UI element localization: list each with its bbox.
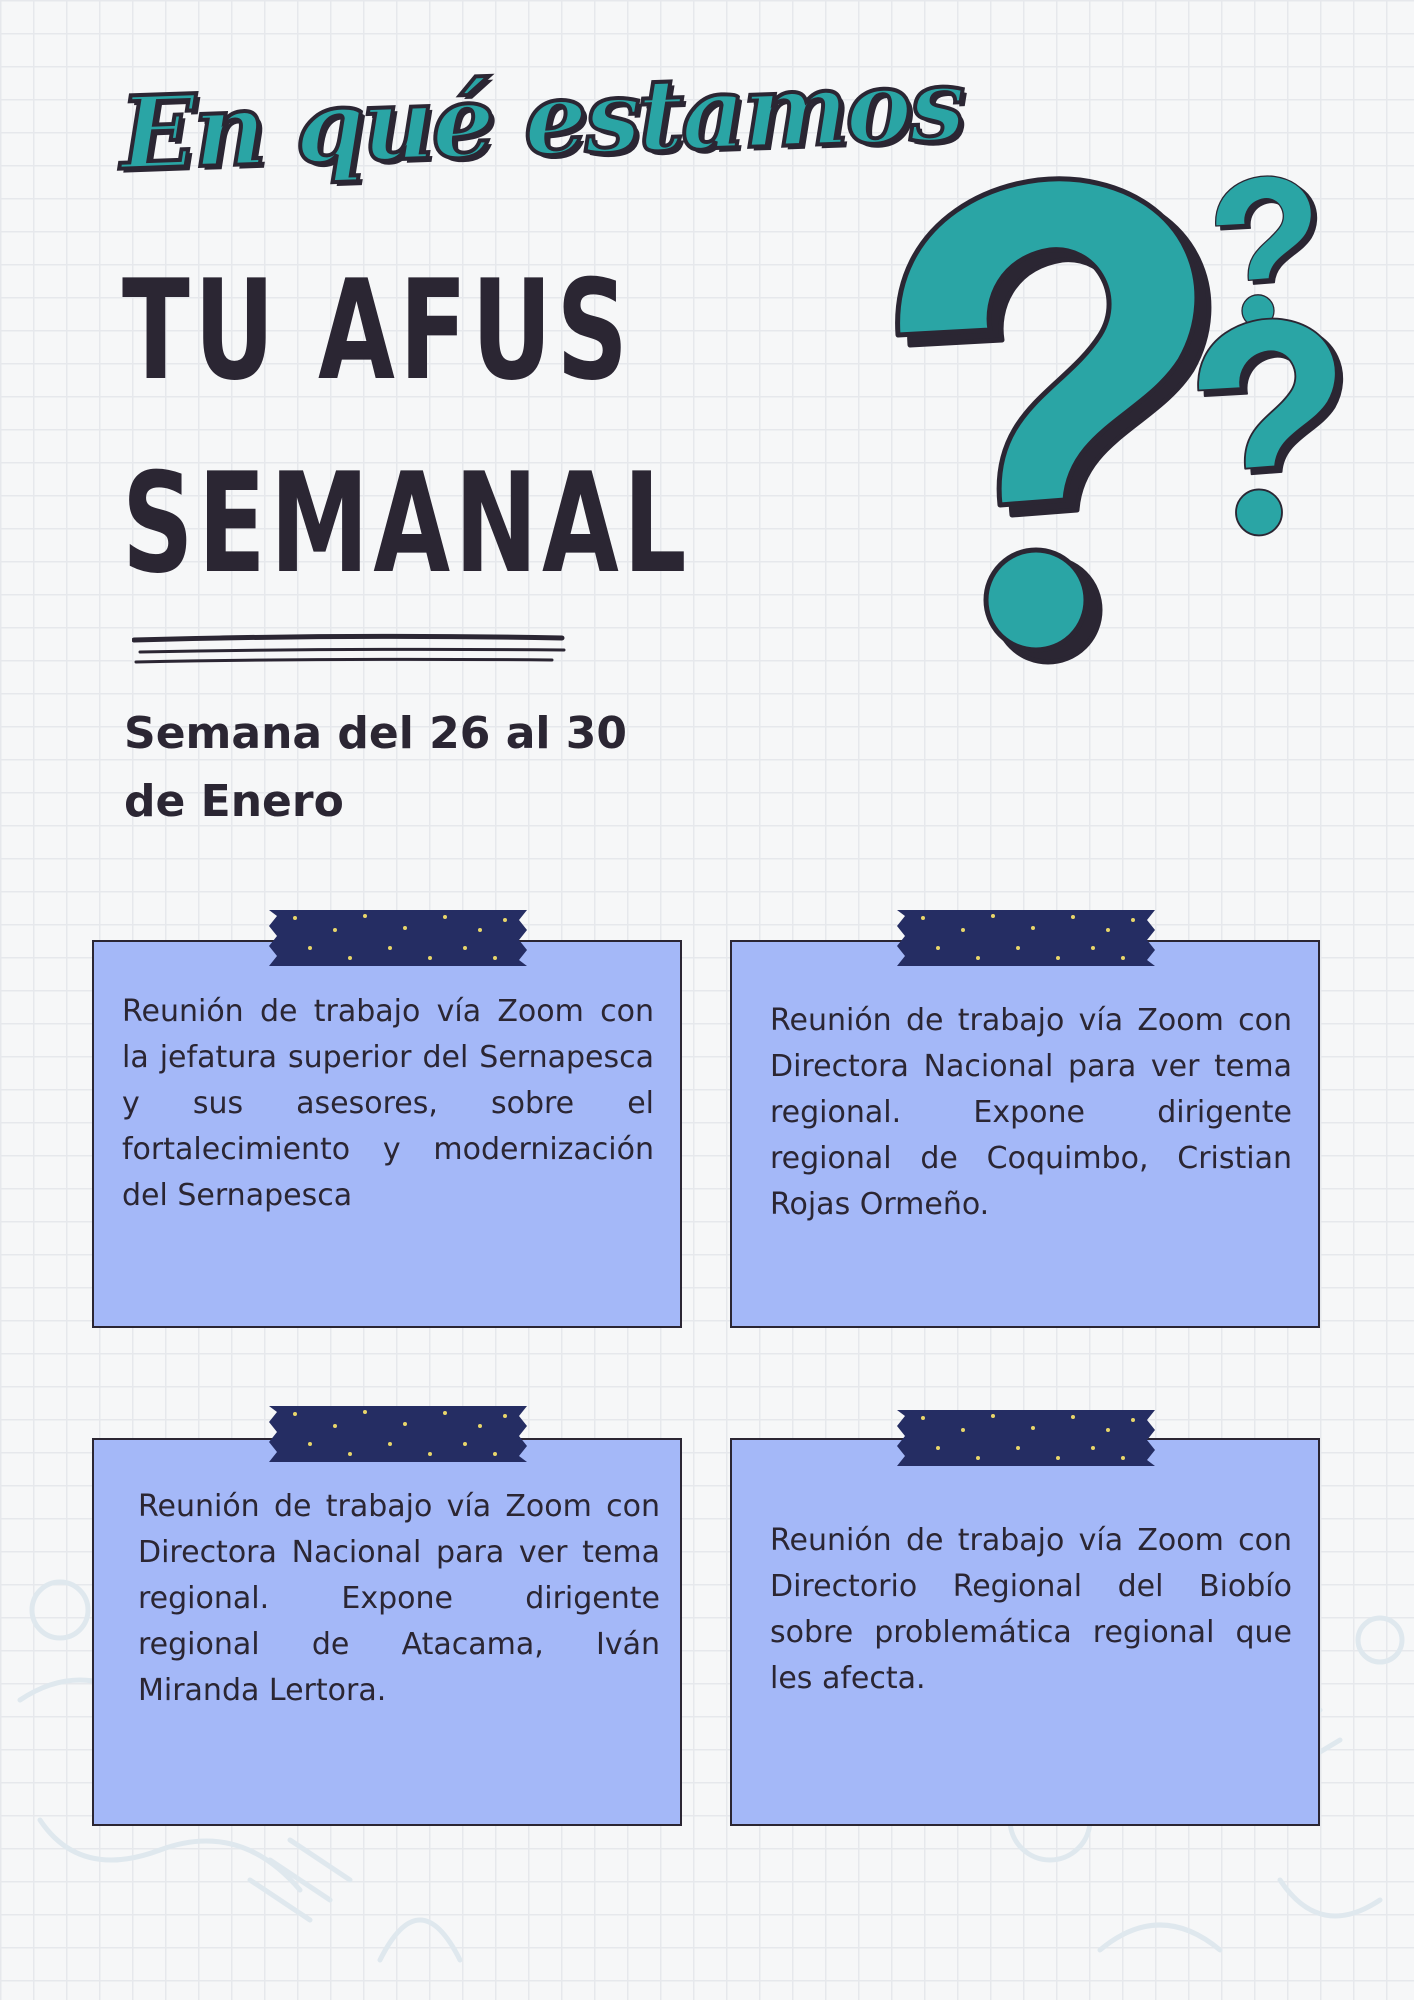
note-card (730, 940, 1320, 1328)
washi-tape (893, 908, 1159, 968)
main-title-line-1: TU AFUS (122, 250, 633, 411)
main-title-line-2: SEMANAL (122, 443, 691, 604)
note-card (92, 940, 682, 1328)
script-heading: En qué estamos (118, 45, 965, 193)
note-text: Reunión de trabajo vía Zoom con Directora Nacional para ver tema regional. Expone dirigente regional de Coquimbo, Cristian Rojas Ormeño. (770, 1003, 1292, 1222)
note-text: Reunión de trabajo vía Zoom con la jefatura superior del Sernapesca y sus asesores, sobre el fortalecimiento y modernización del Sernapesca (122, 994, 654, 1213)
note-text: Reunión de trabajo vía Zoom con Directora Nacional para ver tema regional. Expone dirigente regional de Atacama, Iván Miranda Lertora. (138, 1489, 660, 1708)
title-underline (132, 630, 572, 670)
washi-tape (265, 1404, 531, 1464)
note-card (92, 1438, 682, 1826)
washi-tape (265, 908, 531, 968)
question-mark-icon (880, 160, 1360, 680)
note-card (730, 1438, 1320, 1826)
week-range: Semana del 26 al 30 de Enero (124, 708, 628, 827)
note-text: Reunión de trabajo vía Zoom con Directorio Regional del Biobío sobre problemática regional que les afecta. (770, 1523, 1292, 1696)
washi-tape (893, 1408, 1159, 1468)
